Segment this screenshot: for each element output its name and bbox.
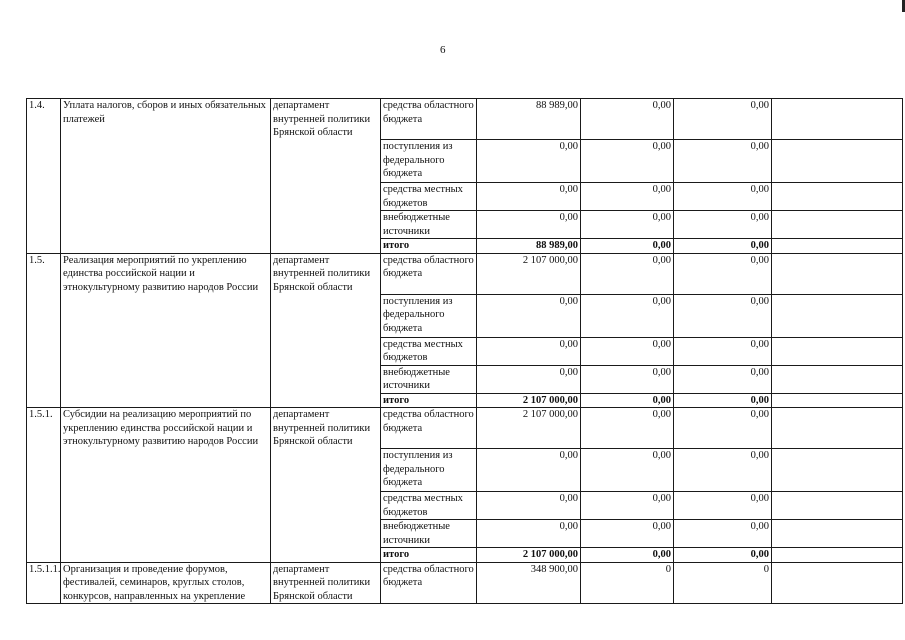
amount-year-2: 0,00 bbox=[581, 393, 674, 408]
empty-cell bbox=[772, 211, 903, 239]
item-number: 1.5.1. bbox=[27, 408, 61, 563]
amount-year-1: 0,00 bbox=[477, 365, 581, 393]
empty-cell bbox=[772, 408, 903, 449]
amount-year-1: 348 900,00 bbox=[477, 562, 581, 604]
amount-year-2: 0,00 bbox=[581, 337, 674, 365]
amount-year-2: 0,00 bbox=[581, 294, 674, 337]
empty-cell bbox=[772, 239, 903, 254]
amount-year-1: 0,00 bbox=[477, 211, 581, 239]
funding-source: средства областного бюджета bbox=[381, 408, 477, 449]
amount-year-2: 0 bbox=[581, 562, 674, 604]
item-number: 1.4. bbox=[27, 99, 61, 254]
item-name: Уплата налогов, сборов и иных обязательных платежей bbox=[61, 99, 271, 254]
empty-cell bbox=[772, 99, 903, 140]
amount-year-3: 0,00 bbox=[674, 239, 772, 254]
funding-source: поступления из федерального бюджета bbox=[381, 140, 477, 183]
amount-year-2: 0,00 bbox=[581, 548, 674, 563]
amount-year-3: 0,00 bbox=[674, 408, 772, 449]
amount-year-3: 0,00 bbox=[674, 492, 772, 520]
empty-cell bbox=[772, 183, 903, 211]
amount-year-1: 0,00 bbox=[477, 183, 581, 211]
page-number: 6 bbox=[440, 44, 446, 56]
amount-year-2: 0,00 bbox=[581, 520, 674, 548]
empty-cell bbox=[772, 365, 903, 393]
amount-year-2: 0,00 bbox=[581, 449, 674, 492]
amount-year-3: 0,00 bbox=[674, 393, 772, 408]
amount-year-1: 88 989,00 bbox=[477, 239, 581, 254]
funding-source: поступления из федерального бюджета bbox=[381, 294, 477, 337]
item-name: Организация и проведение форумов, фестивалей, семинаров, круглых столов, конкурсов, направленных на укрепление bbox=[61, 562, 271, 604]
amount-year-2: 0,00 bbox=[581, 253, 674, 294]
funding-source: средства областного бюджета bbox=[381, 253, 477, 294]
amount-year-3: 0,00 bbox=[674, 294, 772, 337]
funding-source: итого bbox=[381, 548, 477, 563]
amount-year-3: 0,00 bbox=[674, 449, 772, 492]
amount-year-1: 0,00 bbox=[477, 449, 581, 492]
amount-year-1: 2 107 000,00 bbox=[477, 548, 581, 563]
amount-year-1: 88 989,00 bbox=[477, 99, 581, 140]
amount-year-3: 0,00 bbox=[674, 99, 772, 140]
source-row bbox=[27, 408, 903, 449]
amount-year-3: 0,00 bbox=[674, 183, 772, 211]
amount-year-1: 0,00 bbox=[477, 337, 581, 365]
empty-cell bbox=[772, 548, 903, 563]
amount-year-3: 0,00 bbox=[674, 548, 772, 563]
amount-year-1: 2 107 000,00 bbox=[477, 253, 581, 294]
amount-year-1: 2 107 000,00 bbox=[477, 408, 581, 449]
amount-year-1: 0,00 bbox=[477, 492, 581, 520]
amount-year-3: 0 bbox=[674, 562, 772, 604]
item-name: Субсидии на реализацию мероприятий по укреплению единства российской нации и этнокультурному развитию народов России bbox=[61, 408, 271, 563]
amount-year-2: 0,00 bbox=[581, 211, 674, 239]
amount-year-3: 0,00 bbox=[674, 211, 772, 239]
amount-year-2: 0,00 bbox=[581, 365, 674, 393]
empty-cell bbox=[772, 337, 903, 365]
empty-cell bbox=[772, 140, 903, 183]
amount-year-3: 0,00 bbox=[674, 520, 772, 548]
executor: департамент внутренней политики Брянской области bbox=[271, 99, 381, 254]
funding-source: средства местных бюджетов bbox=[381, 337, 477, 365]
empty-cell bbox=[772, 492, 903, 520]
amount-year-1: 0,00 bbox=[477, 140, 581, 183]
amount-year-1: 0,00 bbox=[477, 520, 581, 548]
empty-cell bbox=[772, 449, 903, 492]
amount-year-2: 0,00 bbox=[581, 239, 674, 254]
funding-source: средства областного бюджета bbox=[381, 562, 477, 604]
amount-year-3: 0,00 bbox=[674, 253, 772, 294]
executor: департамент внутренней политики Брянской области bbox=[271, 562, 381, 604]
item-number: 1.5.1.1. bbox=[27, 562, 61, 604]
source-row bbox=[27, 562, 903, 604]
funding-source: внебюджетные источники bbox=[381, 365, 477, 393]
funding-source: итого bbox=[381, 393, 477, 408]
empty-cell bbox=[772, 294, 903, 337]
amount-year-2: 0,00 bbox=[581, 99, 674, 140]
amount-year-3: 0,00 bbox=[674, 140, 772, 183]
funding-source: средства местных бюджетов bbox=[381, 492, 477, 520]
empty-cell bbox=[772, 520, 903, 548]
amount-year-3: 0,00 bbox=[674, 365, 772, 393]
funding-source: средства областного бюджета bbox=[381, 99, 477, 140]
funding-source: поступления из федерального бюджета bbox=[381, 449, 477, 492]
amount-year-2: 0,00 bbox=[581, 408, 674, 449]
empty-cell bbox=[772, 253, 903, 294]
amount-year-2: 0,00 bbox=[581, 492, 674, 520]
amount-year-1: 0,00 bbox=[477, 294, 581, 337]
empty-cell bbox=[772, 562, 903, 604]
amount-year-2: 0,00 bbox=[581, 140, 674, 183]
funding-source: итого bbox=[381, 239, 477, 254]
item-name: Реализация мероприятий по укреплению единства российской нации и этнокультурному развитию народов России bbox=[61, 253, 271, 408]
budget-table-body bbox=[27, 99, 903, 604]
empty-cell bbox=[772, 393, 903, 408]
item-number: 1.5. bbox=[27, 253, 61, 408]
source-row bbox=[27, 99, 903, 140]
funding-source: внебюджетные источники bbox=[381, 211, 477, 239]
funding-source: внебюджетные источники bbox=[381, 520, 477, 548]
executor: департамент внутренней политики Брянской области bbox=[271, 408, 381, 563]
source-row bbox=[27, 253, 903, 294]
executor: департамент внутренней политики Брянской области bbox=[271, 253, 381, 408]
amount-year-2: 0,00 bbox=[581, 183, 674, 211]
budget-table bbox=[26, 98, 903, 604]
amount-year-1: 2 107 000,00 bbox=[477, 393, 581, 408]
funding-source: средства местных бюджетов bbox=[381, 183, 477, 211]
amount-year-3: 0,00 bbox=[674, 337, 772, 365]
